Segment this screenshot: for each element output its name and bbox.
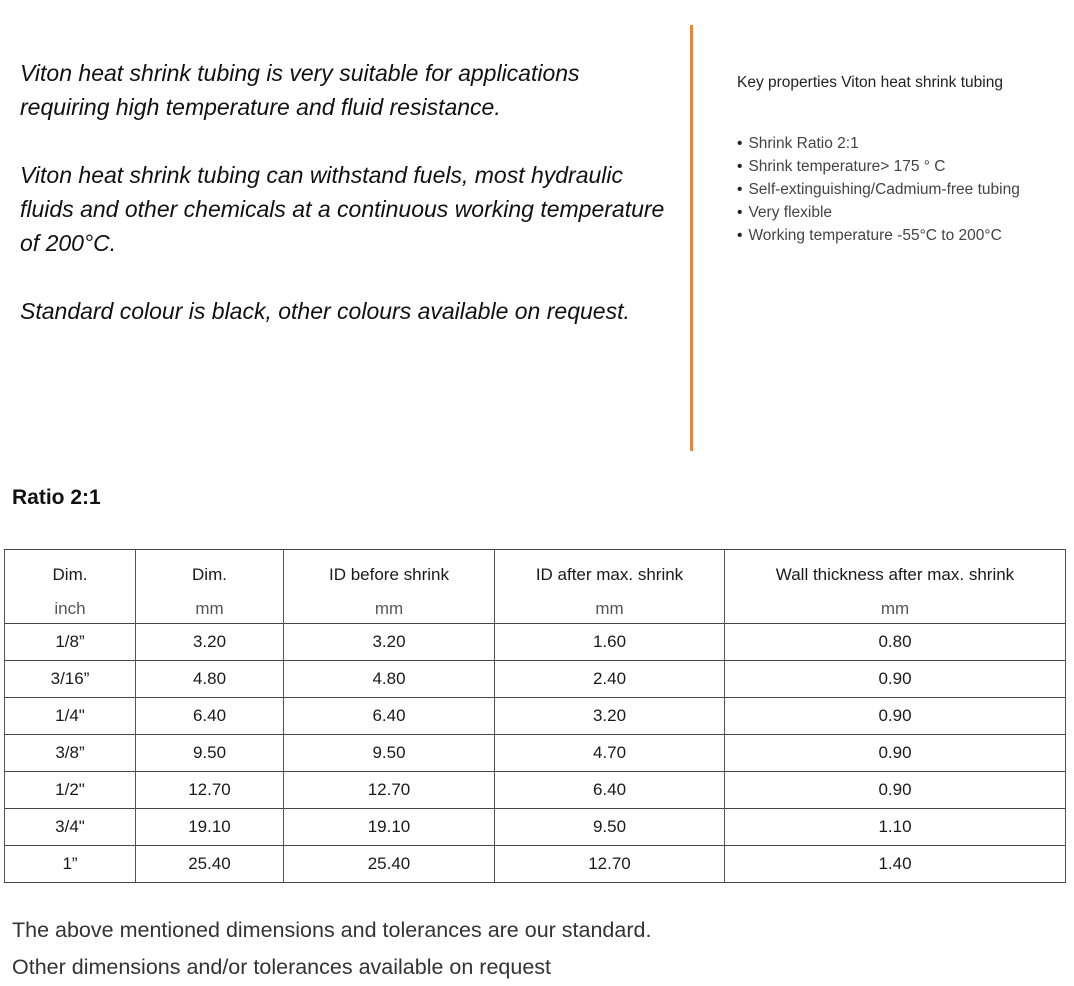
property-item: • Shrink temperature> 175 ° C [737,158,946,175]
table-row [5,698,1066,735]
bullet-icon: • [737,227,743,244]
unit-cell: inch [5,599,136,624]
table-row [5,624,1066,661]
unit-cell: mm [495,599,725,624]
table-row [5,661,1066,698]
table-cell: 12.70 [495,846,725,883]
table-cell: 12.70 [136,772,284,809]
table-cell: 6.40 [136,698,284,735]
unit-cell: mm [136,599,284,624]
column-header-id-after: ID after max. shrink [495,550,725,600]
bullet-icon: • [737,135,743,152]
property-item: • Shrink Ratio 2:1 [737,135,859,152]
table-cell: 9.50 [136,735,284,772]
table-cell: 3/8” [5,735,136,772]
bullet-icon: • [737,181,743,198]
table-cell: 3/16” [5,661,136,698]
key-properties-title: Key properties Viton heat shrink tubing [737,74,1003,91]
table-cell: 3.20 [284,624,495,661]
table-cell: 25.40 [284,846,495,883]
table-cell: 4.80 [284,661,495,698]
table-row [5,809,1066,846]
intro-paragraph-2: Viton heat shrink tubing can withstand fuels, most hydraulic fluids and other chemicals at a continuous working temperature of 200°C. [20,162,665,256]
table-row [5,846,1066,883]
unit-cell: mm [725,599,1066,624]
vertical-divider [690,25,693,451]
bullet-icon: • [737,158,743,175]
table-cell: 19.10 [284,809,495,846]
table-cell: 1.40 [725,846,1066,883]
table-cell: 6.40 [495,772,725,809]
table-cell: 1/8” [5,624,136,661]
unit-cell: mm [284,599,495,624]
table-cell: 0.90 [725,698,1066,735]
table-units-row [5,599,1066,624]
column-header-dim-inch: Dim. [5,550,136,600]
column-header-id-before: ID before shrink [284,550,495,600]
table-row [5,772,1066,809]
table-cell: 9.50 [495,809,725,846]
table-cell: 0.80 [725,624,1066,661]
intro-paragraph-1: Viton heat shrink tubing is very suitable for applications requiring high temperature and fluid resistance. [20,60,580,120]
ratio-heading: Ratio 2:1 [12,486,101,509]
footer-line-1: The above mentioned dimensions and tolerances are our standard. [12,918,652,942]
table-cell: 4.70 [495,735,725,772]
table-row [5,735,1066,772]
intro-text [20,56,670,362]
key-properties-list [737,132,1072,247]
intro-paragraph-3: Standard colour is black, other colours available on request. [20,298,630,324]
dimensions-table [4,549,1066,883]
table-cell: 1” [5,846,136,883]
table-cell: 9.50 [284,735,495,772]
table-cell: 25.40 [136,846,284,883]
table-cell: 0.90 [725,661,1066,698]
table-cell: 2.40 [495,661,725,698]
table-cell: 12.70 [284,772,495,809]
table-cell: 3/4" [5,809,136,846]
table-header-row [5,550,1066,600]
table-cell: 0.90 [725,772,1066,809]
column-header-wall-thickness: Wall thickness after max. shrink [725,550,1066,600]
property-item: • Working temperature -55°C to 200°C [737,227,1002,244]
table-cell: 0.90 [725,735,1066,772]
footer-line-2: Other dimensions and/or tolerances available on request [12,955,552,979]
bullet-icon: • [737,204,743,221]
table-cell: 19.10 [136,809,284,846]
column-header-dim-mm: Dim. [136,550,284,600]
property-item: • Very flexible [737,204,833,221]
table-cell: 3.20 [495,698,725,735]
table-cell: 6.40 [284,698,495,735]
table-cell: 3.20 [136,624,284,661]
table-cell: 1.60 [495,624,725,661]
key-properties-panel [737,74,1072,247]
table-cell: 1/2" [5,772,136,809]
table-cell: 1.10 [725,809,1066,846]
table-cell: 4.80 [136,661,284,698]
property-item: • Self-extinguishing/Cadmium-free tubing [737,181,1020,198]
table-cell: 1/4" [5,698,136,735]
footer-note [12,912,651,986]
